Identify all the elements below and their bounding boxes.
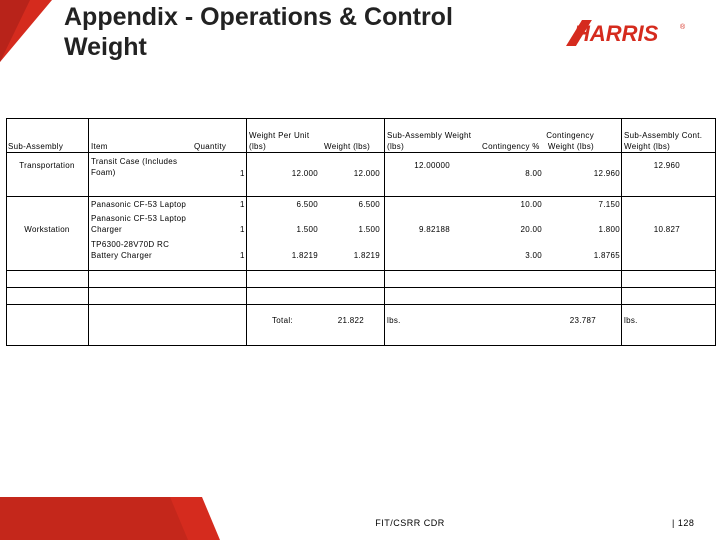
table-row-weight: 12.000 [353, 169, 380, 178]
table-row-cont-pct: 10.00 [520, 200, 542, 209]
table-row-wpu: 6.500 [296, 200, 318, 209]
header-weight: Weight (lbs) [324, 142, 371, 151]
table-row-weight: 1.8219 [353, 251, 380, 260]
group-subassembly-cont-weight: 10.827 [653, 225, 680, 234]
title-line-2: Weight [64, 33, 147, 61]
footer-center-text: FIT/CSRR CDR [375, 518, 445, 528]
row-line [6, 270, 716, 271]
table-row-wpu: 1.500 [296, 225, 318, 234]
table-row-cont-pct: 3.00 [525, 251, 542, 260]
group-subassembly-weight: 12.00000 [414, 161, 450, 170]
table-row-item: Panasonic CF-53 Laptop [91, 200, 187, 209]
title-line-1: Appendix - Operations & Control [64, 3, 453, 31]
header-subassembly-weight: Sub-Assembly Weight (lbs) [387, 131, 472, 151]
table-row-weight: 1.500 [358, 225, 380, 234]
table-row-cont-weight: 7.150 [598, 200, 620, 209]
table-row-weight: 6.500 [358, 200, 380, 209]
table-row-qty: 1 [240, 169, 245, 178]
table-row-wpu: 1.8219 [291, 251, 318, 260]
table-row-cont-pct: 8.00 [525, 169, 542, 178]
table-row-cont-weight: 1.800 [598, 225, 620, 234]
header-quantity: Quantity [194, 142, 227, 151]
logo-text: HARRIS [574, 21, 659, 46]
header-contingency-pct: Contingency % [482, 142, 540, 151]
page-number: | 128 [672, 518, 695, 528]
total-weight: 21.822 [337, 316, 364, 325]
group-subassembly-weight: 9.82188 [418, 225, 450, 234]
total-cont-weight: 23.787 [569, 316, 596, 325]
row-line [6, 287, 716, 288]
table-row-qty: 1 [240, 225, 245, 234]
group-workstation: Workstation [24, 225, 70, 234]
header-subassembly-cont-weight: Sub-Assembly Cont. Weight (lbs) [624, 131, 703, 151]
group-transportation: Transportation [19, 161, 75, 170]
table-row-cont-weight: 1.8765 [593, 251, 620, 260]
row-line [6, 304, 716, 305]
table-row-item: Panasonic CF-53 Laptop Charger [91, 214, 187, 234]
weight-table [6, 118, 716, 346]
col-line [246, 118, 247, 346]
header-contingency-weight: Contingency Weight (lbs) [546, 131, 594, 151]
header-subassembly: Sub-Assembly [8, 142, 64, 151]
table-row-qty: 1 [240, 200, 245, 209]
table-border-top [6, 118, 716, 119]
col-line [88, 118, 89, 346]
col-line [715, 118, 716, 346]
total-unit: lbs. [387, 316, 401, 325]
header-divider [6, 152, 716, 153]
col-line [384, 118, 385, 346]
bottom-red-accent [0, 497, 220, 540]
table-row-item: TP6300-28V70D RC Battery Charger [91, 240, 170, 260]
total-label: Total: [272, 316, 293, 325]
table-row-cont-weight: 12.960 [593, 169, 620, 178]
header-weight-per-unit: Weight Per Unit (lbs) [249, 131, 310, 151]
group-subassembly-cont-weight: 12.960 [653, 161, 680, 170]
table-row-item: Transit Case (Includes Foam) [91, 157, 178, 177]
table-border-bottom [6, 345, 716, 346]
total-cont-unit: lbs. [624, 316, 638, 325]
harris-logo [566, 20, 688, 46]
group-divider [6, 196, 716, 197]
header-item: Item [91, 142, 108, 151]
table-row-qty: 1 [240, 251, 245, 260]
table-row-wpu: 12.000 [291, 169, 318, 178]
page-title [64, 2, 453, 62]
table-row-cont-pct: 20.00 [520, 225, 542, 234]
logo-registered-mark: ® [680, 24, 686, 31]
